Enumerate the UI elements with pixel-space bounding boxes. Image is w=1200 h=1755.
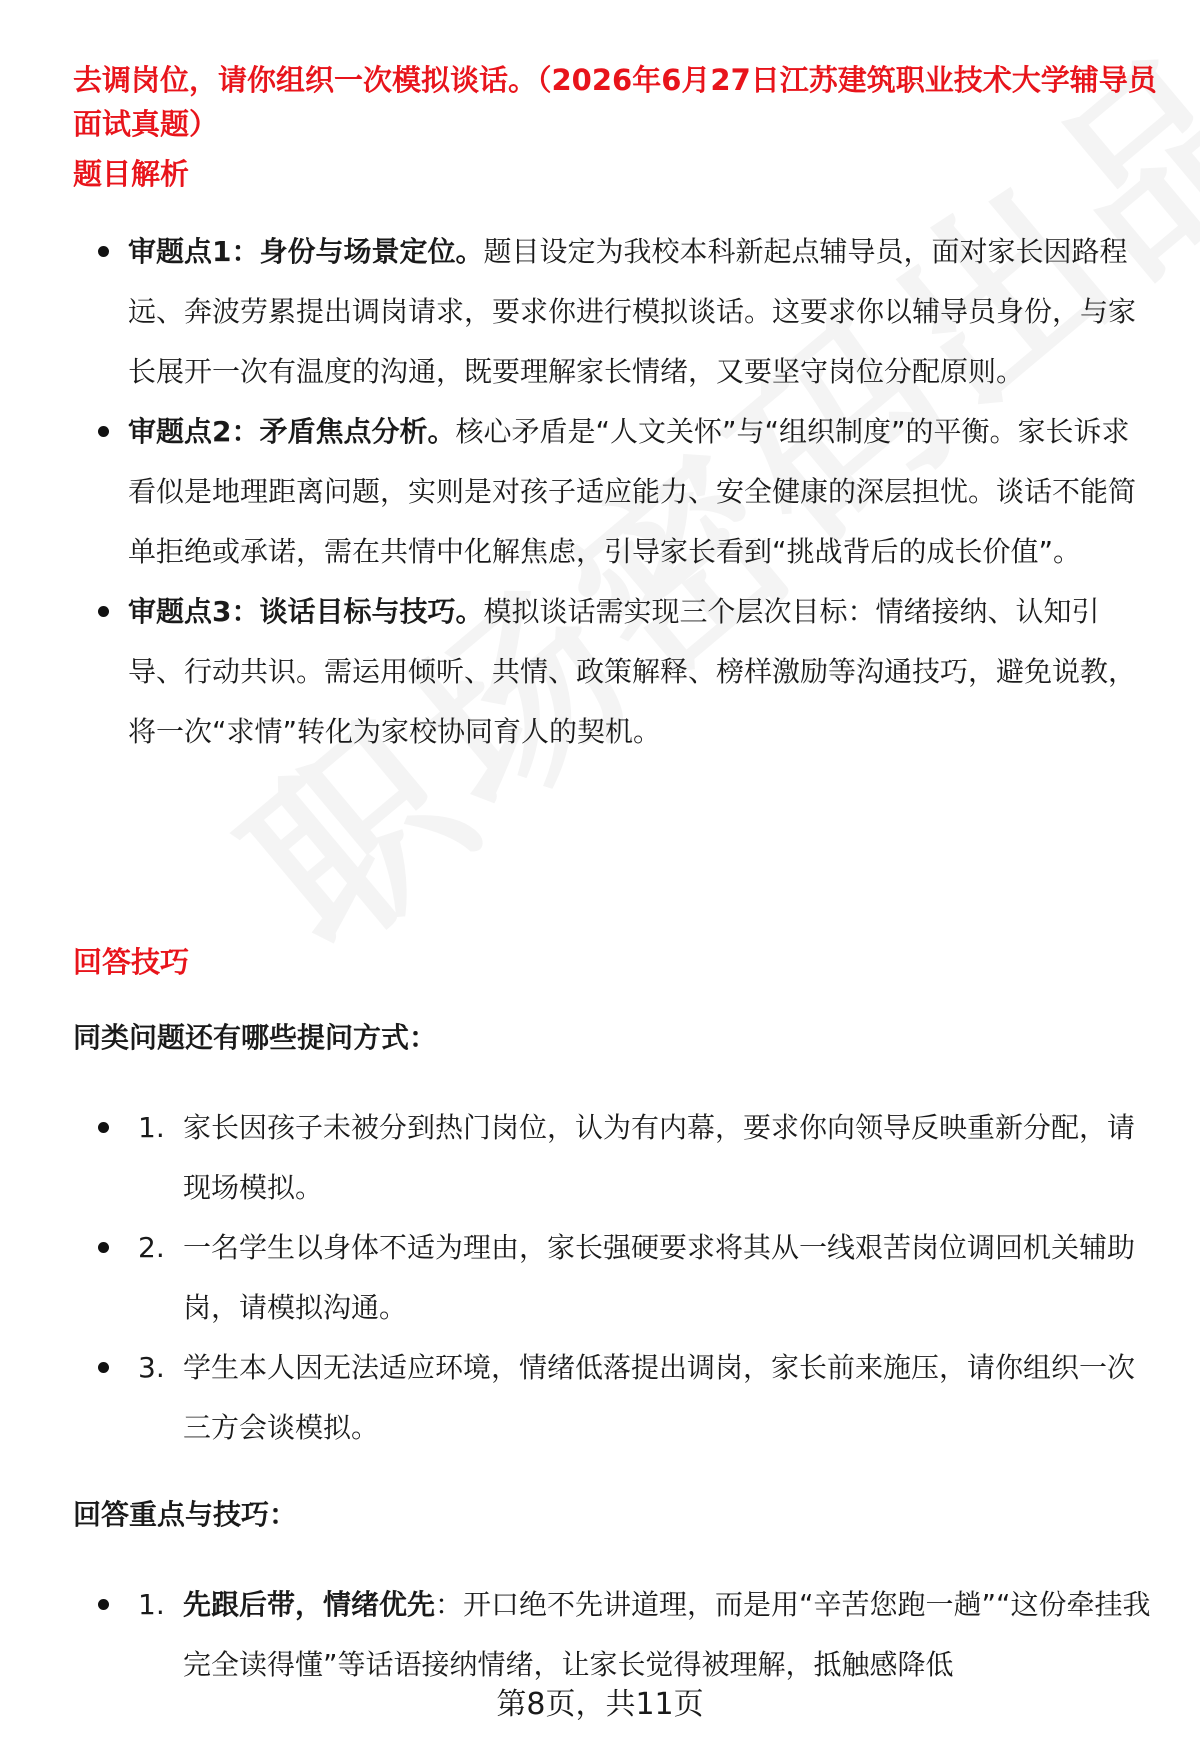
point-label: 审题点1：身份与场景定位。	[128, 235, 484, 268]
analysis-list	[73, 222, 1153, 762]
page-number: 第8页，共11页	[496, 1687, 704, 1722]
bullet-icon	[98, 1599, 109, 1610]
key-heading: 回答重点与技巧：	[73, 1498, 298, 1531]
list-item	[73, 1338, 1153, 1458]
point-text: 模拟谈话需实现三个层次目标：情绪接纳、认知引导、行动共识。需运用倾听、共情、政策解释、榜样激励等沟通技巧，避免说教，将一次“求情”转化为家校协同育人的契机。	[128, 595, 1137, 748]
item-text: 家长因孩子未被分到热门岗位，认为有内幕，要求你向领导反映重新分配，请现场模拟。	[183, 1111, 1136, 1204]
analysis-heading: 题目解析	[73, 157, 190, 191]
list-item	[73, 1218, 1153, 1338]
item-number: 1.	[138, 1111, 165, 1144]
bullet-icon	[98, 426, 109, 437]
item-text: 一名学生以身体不适为理由，家长强硬要求将其从一线艰苦岗位调回机关辅助岗，请模拟沟通。	[183, 1231, 1136, 1324]
list-item	[73, 582, 1153, 762]
item-number: 3.	[138, 1351, 165, 1384]
point-label: 审题点3：谈话目标与技巧。	[128, 595, 484, 628]
point-text: 核心矛盾是“人文关怀”与“组织制度”的平衡。家长诉求看似是地理距离问题，实则是对孩子适应能力、安全健康的深层担忧。谈话不能简单拒绝或承诺，需在共情中化解焦虑，引导家长看到“挑战背后的成长价值”。	[128, 415, 1137, 568]
bullet-icon	[98, 1362, 109, 1373]
list-item	[73, 1575, 1153, 1685]
question-title: 去调岗位，请你组织一次模拟谈话。（2026年6月27日江苏建筑职业技术大学辅导员面试真题）	[73, 63, 1157, 141]
bullet-icon	[98, 1242, 109, 1253]
bullet-icon	[98, 1122, 109, 1133]
bullet-icon	[98, 246, 109, 257]
item-text: 学生本人因无法适应环境，情绪低落提出调岗，家长前来施压，请你组织一次三方会谈模拟。	[183, 1351, 1136, 1444]
key-points-list	[73, 1575, 1153, 1685]
list-item	[73, 402, 1153, 582]
bullet-icon	[98, 606, 109, 617]
point-label: 审题点2：矛盾焦点分析。	[128, 415, 456, 448]
item-text: ：开口绝不先讲道理，而是用“辛苦您跑一趟”“这份牵挂我完全读得懂”等话语接纳情绪，让家长觉得被理解，抵触感降低	[183, 1588, 1151, 1681]
item-number: 2.	[138, 1231, 165, 1264]
point-text: 题目设定为我校本科新起点辅导员，面对家长因路程远、奔波劳累提出调岗请求，要求你进行模拟谈话。这要求你以辅导员身份，与家长展开一次有温度的沟通，既要理解家长情绪，又要坚守岗位分配原则。	[128, 235, 1137, 388]
item-number: 1.	[138, 1588, 165, 1621]
similar-heading: 同类问题还有哪些提问方式：	[73, 1021, 438, 1054]
list-item	[73, 222, 1153, 402]
list-item	[73, 1098, 1153, 1218]
similar-questions-list	[73, 1098, 1153, 1458]
item-label: 先跟后带，情绪优先	[183, 1588, 436, 1621]
tips-heading: 回答技巧	[73, 945, 190, 979]
